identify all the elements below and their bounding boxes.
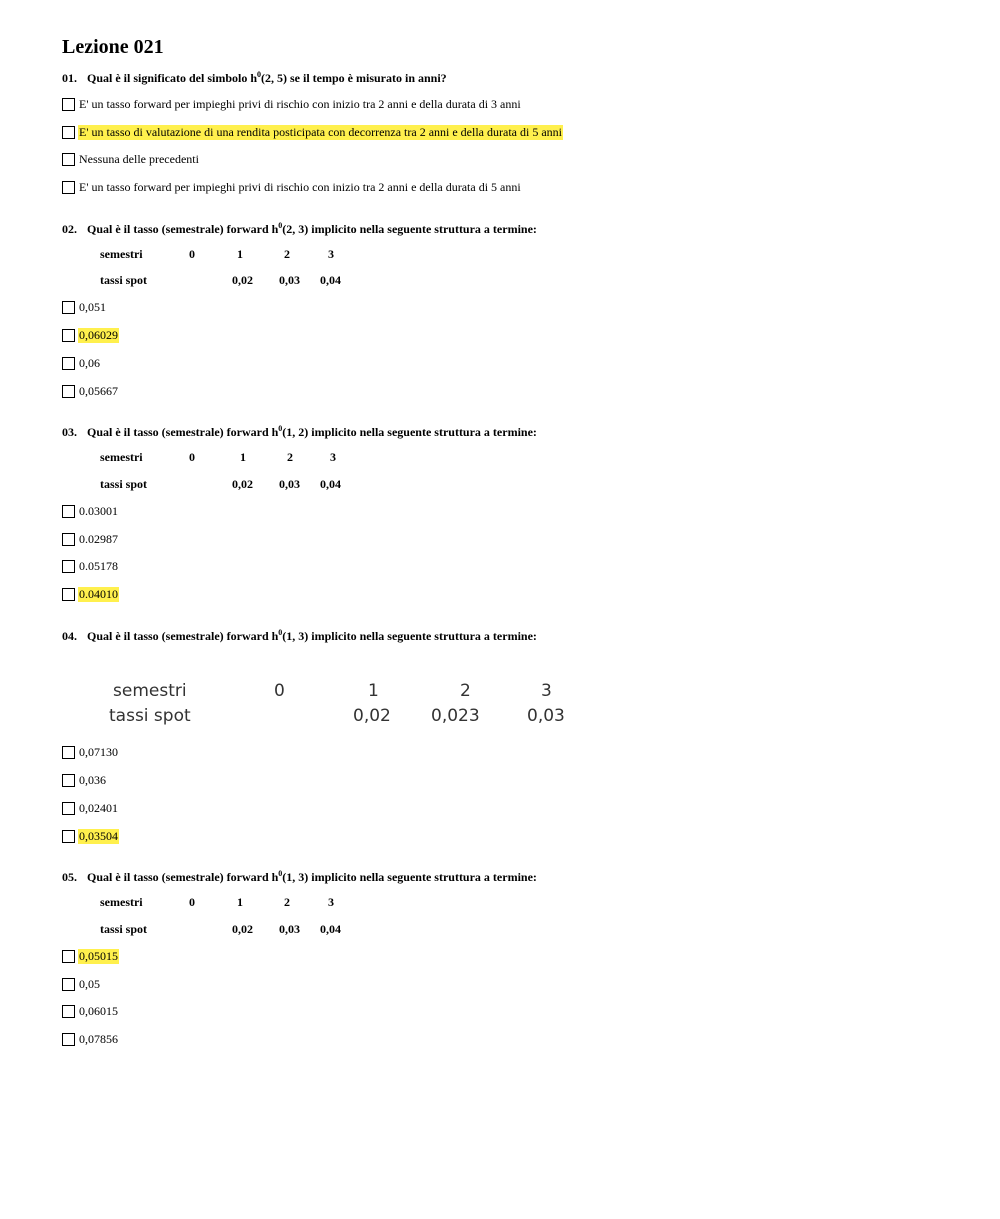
table-cell: 0,02	[353, 706, 391, 726]
checkbox[interactable]	[62, 329, 75, 342]
option-label: 0,05667	[79, 383, 118, 398]
question-number: 05.	[62, 870, 77, 884]
answer-option-correct[interactable]	[62, 828, 119, 844]
checkbox[interactable]	[62, 181, 75, 194]
option-label: 0.02987	[79, 531, 118, 546]
option-label-highlighted: 0,05015	[79, 948, 118, 963]
answer-option[interactable]	[62, 558, 119, 574]
table-cell: 0,02	[232, 922, 253, 936]
checkbox[interactable]	[62, 126, 75, 139]
answer-option[interactable]	[62, 96, 522, 112]
table-cell: 2	[284, 895, 290, 909]
option-label: Nessuna delle precedenti	[79, 151, 199, 166]
table-cell: 0,03	[279, 477, 300, 491]
question-text: Qual è il tasso (semestrale) forward h	[87, 425, 279, 439]
question-text: Qual è il tasso (semestrale) forward h	[87, 629, 279, 643]
answer-option[interactable]	[62, 1031, 119, 1047]
table-cell: 2	[287, 450, 293, 464]
question-text-end: (2, 3) implicito nella seguente struttura a termine:	[282, 222, 537, 236]
answer-option[interactable]	[62, 179, 522, 195]
option-label: E' un tasso forward per impieghi privi di rischio con inizio tra 2 anni e della durata di 3 anni	[79, 96, 521, 111]
table-cell: tassi spot	[109, 706, 191, 726]
table-cell: tassi spot	[100, 273, 148, 287]
table-cell: semestri	[100, 450, 143, 464]
table-cell: 3	[330, 450, 336, 464]
question-number: 02.	[62, 222, 77, 236]
checkbox[interactable]	[62, 533, 75, 546]
table-cell: 0,023	[431, 706, 480, 726]
answer-option-correct[interactable]	[62, 124, 563, 140]
checkbox[interactable]	[62, 588, 75, 601]
table-cell: semestri	[100, 895, 143, 909]
checkbox[interactable]	[62, 802, 75, 815]
answer-option[interactable]	[62, 531, 119, 547]
answer-option[interactable]	[62, 503, 119, 519]
checkbox[interactable]	[62, 385, 75, 398]
checkbox[interactable]	[62, 505, 75, 518]
table-cell: 0,03	[527, 706, 565, 726]
checkbox[interactable]	[62, 774, 75, 787]
option-label: 0,02401	[79, 800, 118, 815]
table-cell: 0,04	[320, 477, 341, 491]
answer-option[interactable]	[62, 299, 107, 315]
table-cell: 0	[189, 450, 195, 464]
table-cell: 0,02	[232, 273, 253, 287]
table-cell: tassi spot	[100, 477, 148, 491]
checkbox[interactable]	[62, 1005, 75, 1018]
table-cell: 0	[274, 681, 285, 701]
answer-option-correct[interactable]	[62, 327, 119, 343]
table-cell: 3	[541, 681, 552, 701]
superscript: 0	[278, 869, 283, 878]
table-cell: 3	[328, 895, 334, 909]
superscript: 0	[278, 221, 283, 230]
answer-option[interactable]	[62, 383, 119, 399]
table-cell: 2	[284, 247, 290, 261]
checkbox[interactable]	[62, 746, 75, 759]
table-cell: 0	[189, 247, 195, 261]
answer-option[interactable]	[62, 800, 119, 816]
table-cell: 1	[368, 681, 379, 701]
question-text-end: (2, 5) se il tempo è misurato in anni?	[261, 71, 447, 85]
answer-option[interactable]	[62, 772, 107, 788]
question-text-end: (1, 3) implicito nella seguente struttura a termine:	[282, 629, 537, 643]
table-cell: tassi spot	[100, 922, 148, 936]
option-label: 0,06	[79, 355, 100, 370]
table-row-tassi-spot	[100, 922, 400, 936]
checkbox[interactable]	[62, 978, 75, 991]
question-2-title	[62, 221, 537, 237]
option-label: 0,07856	[79, 1031, 118, 1046]
checkbox[interactable]	[62, 950, 75, 963]
table-cell: 1	[237, 895, 243, 909]
answer-option[interactable]	[62, 355, 101, 371]
table-cell: semestri	[100, 247, 143, 261]
option-label: 0,07130	[79, 744, 118, 759]
answer-option-correct[interactable]	[62, 948, 119, 964]
table-cell: semestri	[113, 681, 187, 701]
option-label: 0,05	[79, 976, 100, 991]
table-cell: 1	[237, 247, 243, 261]
answer-option[interactable]	[62, 976, 101, 992]
superscript: 0	[278, 424, 283, 433]
table-cell: 0,02	[232, 477, 253, 491]
question-number: 03.	[62, 425, 77, 439]
question-text-end: (1, 2) implicito nella seguente struttura a termine:	[282, 425, 537, 439]
question-text: Qual è il tasso (semestrale) forward h	[87, 222, 279, 236]
question-number: 01.	[62, 71, 77, 85]
superscript: 0	[257, 70, 262, 79]
option-label-highlighted: 0.04010	[79, 586, 118, 601]
table-cell: 2	[460, 681, 471, 701]
option-label: 0,051	[79, 299, 106, 314]
question-number: 04.	[62, 629, 77, 643]
table-row-tassi-spot	[100, 273, 400, 287]
question-5-title	[62, 869, 537, 885]
option-label: 0.05178	[79, 558, 118, 573]
question-text: Qual è il tasso (semestrale) forward h	[87, 870, 279, 884]
table-cell: 0,04	[320, 273, 341, 287]
table-cell: 0	[189, 895, 195, 909]
checkbox[interactable]	[62, 1033, 75, 1046]
checkbox[interactable]	[62, 357, 75, 370]
answer-option[interactable]	[62, 1003, 119, 1019]
checkbox[interactable]	[62, 98, 75, 111]
checkbox[interactable]	[62, 301, 75, 314]
question-text: Qual è il significato del simbolo h	[87, 71, 258, 85]
option-label: 0.03001	[79, 503, 118, 518]
table-cell: 0,04	[320, 922, 341, 936]
answer-option[interactable]	[62, 151, 200, 167]
superscript: 0	[278, 628, 283, 637]
checkbox[interactable]	[62, 830, 75, 843]
checkbox[interactable]	[62, 153, 75, 166]
answer-option[interactable]	[62, 744, 119, 760]
table-cell: 0,03	[279, 273, 300, 287]
answer-option-correct[interactable]	[62, 586, 119, 602]
page-title: Lezione 021	[62, 36, 164, 58]
option-label: 0,036	[79, 772, 106, 787]
question-text-end: (1, 3) implicito nella seguente struttura a termine:	[282, 870, 537, 884]
question-4-title	[62, 628, 537, 644]
option-label-highlighted: 0,03504	[79, 828, 118, 843]
option-label-highlighted: 0,06029	[79, 327, 118, 342]
table-cell: 0,03	[279, 922, 300, 936]
option-label: 0,06015	[79, 1003, 118, 1018]
question-3-title	[62, 424, 537, 440]
table-row-semestri	[100, 247, 400, 261]
option-label: E' un tasso forward per impieghi privi di rischio con inizio tra 2 anni e della durata di 5 anni	[79, 179, 521, 194]
question-1-title	[62, 70, 447, 86]
table-row-tassi-spot	[100, 477, 400, 491]
table-row-semestri	[100, 895, 400, 909]
checkbox[interactable]	[62, 560, 75, 573]
table-cell: 3	[328, 247, 334, 261]
table-cell: 1	[240, 450, 246, 464]
table-row-semestri	[100, 450, 400, 464]
option-label-highlighted: E' un tasso di valutazione di una rendita posticipata con decorrenza tra 2 anni e della durata di 5 anni	[79, 124, 562, 139]
embedded-table-image	[100, 676, 580, 732]
